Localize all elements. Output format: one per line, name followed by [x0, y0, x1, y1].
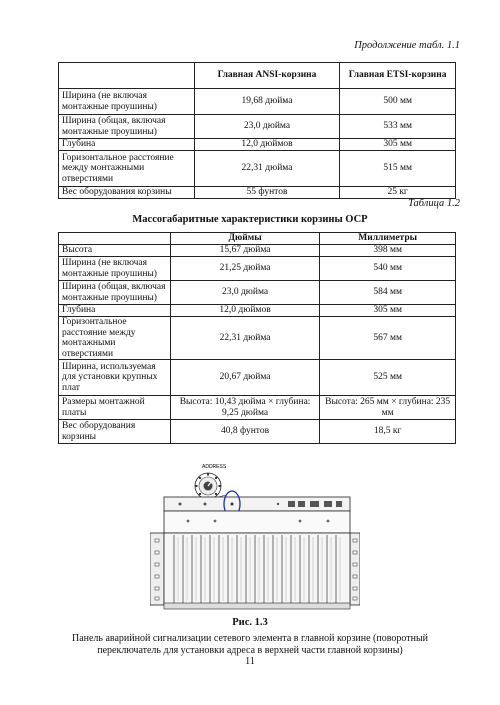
table-row — [59, 420, 456, 444]
address-dial-icon — [195, 473, 221, 499]
row-label: Ширина (общая, включая монтажные проушины) — [59, 115, 195, 139]
table-row — [59, 305, 456, 317]
cell-value: 12,0 дюймов — [170, 305, 320, 317]
cell-value: 22,31 дюйма — [194, 151, 340, 187]
table-row — [59, 89, 456, 115]
upper-shelf — [164, 511, 350, 533]
table-1-2 — [58, 232, 456, 444]
row-label: Вес оборудования корзины — [59, 420, 171, 444]
right-mounting-ear — [350, 533, 360, 605]
page-number: 11 — [244, 656, 256, 667]
cell-value: 500 мм — [340, 89, 456, 115]
row-label: Горизонтальное расстояние между монтажными отверстиями — [59, 317, 171, 360]
table-header-cell: Дюймы — [170, 233, 320, 245]
cell-value: Высота: 265 мм × глубина: 235 мм — [320, 396, 456, 420]
table-header-cell — [59, 63, 195, 89]
row-label: Ширина (не включая монтажные проушины) — [59, 257, 171, 281]
table-row — [59, 360, 456, 396]
cell-value: 19,68 дюйма — [194, 89, 340, 115]
table-header-row — [59, 233, 456, 245]
cell-value: 25 кг — [340, 187, 456, 199]
cell-value: 18,5 кг — [320, 420, 456, 444]
address-dial-label: ADDRESS — [202, 464, 227, 470]
table-row — [59, 317, 456, 360]
cell-value: 305 мм — [340, 139, 456, 151]
cage-base — [164, 603, 350, 609]
cell-value: 584 мм — [320, 281, 456, 305]
cell-value: 40,8 фунтов — [170, 420, 320, 444]
row-label: Глубина — [59, 139, 195, 151]
row-label: Горизонтальное расстояние между монтажными отверстиями — [59, 151, 195, 187]
cell-value: 12,0 дюймов — [194, 139, 340, 151]
table-header-cell — [59, 233, 171, 245]
row-label: Размеры монтажной платы — [59, 396, 171, 420]
cell-value: 533 мм — [340, 115, 456, 139]
table-row — [59, 151, 456, 187]
cell-value: 20,67 дюйма — [170, 360, 320, 396]
cell-value: 55 фунтов — [194, 187, 340, 199]
cell-value: 21,25 дюйма — [170, 257, 320, 281]
cell-value: 23,0 дюйма — [170, 281, 320, 305]
table-row — [59, 245, 456, 257]
alarm-panel — [164, 497, 350, 511]
address-switch-icon — [231, 503, 234, 506]
row-label: Высота — [59, 245, 171, 257]
table-header-row — [59, 63, 456, 89]
table-row — [59, 257, 456, 281]
table-row — [59, 281, 456, 305]
table-title: Массогабаритные характеристики корзины ОСР — [132, 214, 368, 225]
table-row — [59, 115, 456, 139]
cell-value: 515 мм — [340, 151, 456, 187]
table-header-cell: Миллиметры — [320, 233, 456, 245]
cell-value: 15,67 дюйма — [170, 245, 320, 257]
row-label: Вес оборудования корзины — [59, 187, 195, 199]
table-header-cell: Главная ANSI-корзина — [194, 63, 340, 89]
table-1-1 — [58, 62, 456, 199]
figure-label: Рис. 1.3 — [232, 617, 268, 628]
continuation-caption: Продолжение табл. 1.1 — [354, 40, 460, 51]
cell-value: Высота: 10,43 дюйма × глубина: 9,25 дюйма — [170, 396, 320, 420]
cell-value: 305 мм — [320, 305, 456, 317]
row-label: Ширина, используемая для установки крупных плат — [59, 360, 171, 396]
table-number: Таблица 1.2 — [408, 198, 460, 209]
cell-value: 22,31 дюйма — [170, 317, 320, 360]
table-row — [59, 139, 456, 151]
table-row — [59, 187, 456, 199]
cell-value: 23,0 дюйма — [194, 115, 340, 139]
figure-1-3 — [150, 463, 360, 613]
chassis-illustration — [150, 463, 360, 613]
row-label: Ширина (общая, включая монтажные проушины) — [59, 281, 171, 305]
figure-caption: Панель аварийной сигнализации сетевого элемента в главной корзине (поворотный переключатель для установки адреса в верхней части главной корзины) — [71, 633, 429, 656]
cell-value: 525 мм — [320, 360, 456, 396]
table-header-cell: Главная ETSI-корзина — [340, 63, 456, 89]
row-label: Глубина — [59, 305, 171, 317]
table-row — [59, 396, 456, 420]
left-mounting-ear — [150, 533, 164, 605]
cell-value: 398 мм — [320, 245, 456, 257]
row-label: Ширина (не включая монтажные проушины) — [59, 89, 195, 115]
cell-value: 567 мм — [320, 317, 456, 360]
cell-value: 540 мм — [320, 257, 456, 281]
